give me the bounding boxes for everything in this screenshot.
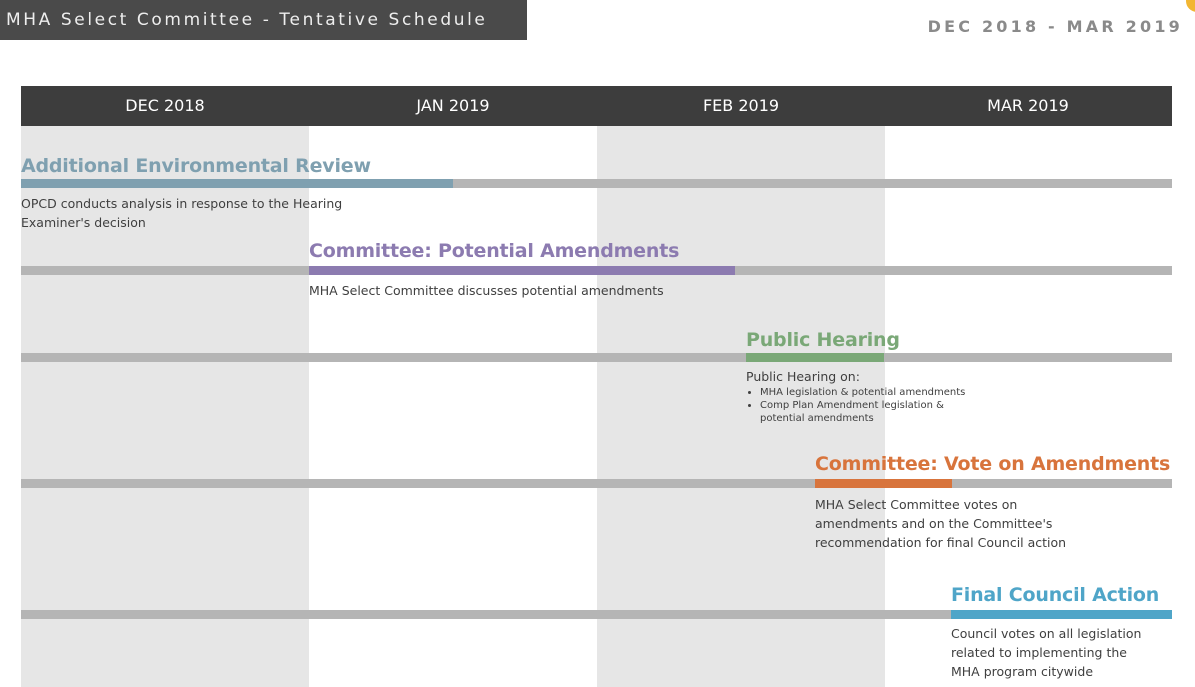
page-title: MHA Select Committee - Tentative Schedule <box>0 0 527 40</box>
month-header-bar <box>21 86 1172 126</box>
timeline-track-hearing <box>21 353 1172 362</box>
desc-line: OPCD conducts analysis in response to the Hearing <box>21 196 343 211</box>
timeline-segment-hearing <box>746 353 884 362</box>
timeline-segment-vote <box>815 479 952 488</box>
desc-line: amendments and on the Committee's <box>815 516 1053 531</box>
phase-desc-final-council-action <box>951 624 1171 681</box>
timeline-track-final <box>21 610 1172 619</box>
hearing-bullet-list <box>746 386 986 425</box>
phase-desc-environmental-review <box>21 194 351 232</box>
timeline-segment-environmental <box>21 179 453 188</box>
phase-desc-vote-amendments <box>815 495 1075 552</box>
phase-desc-potential-amendments <box>309 281 709 300</box>
desc-line: MHA program citywide <box>951 664 1094 679</box>
desc-line: Examiner's decision <box>21 215 146 230</box>
month-label-mar: MAR 2019 <box>987 96 1069 115</box>
list-item: • MHA legislation & potential amendments <box>760 386 986 399</box>
desc-line: Council votes on all legislation <box>951 626 1142 641</box>
desc-line: MHA Select Committee discusses potential amendments <box>309 283 664 298</box>
date-range-label: DEC 2018 - MAR 2019 <box>927 17 1183 36</box>
phase-desc-public-hearing <box>746 367 986 425</box>
timeline-segment-final <box>951 610 1172 619</box>
phase-title-final-council-action: Final Council Action <box>951 584 1160 606</box>
timeline-track-environmental <box>21 179 1172 188</box>
month-label-feb: FEB 2019 <box>702 96 780 115</box>
desc-line: related to implementing the <box>951 645 1127 660</box>
phase-title-public-hearing: Public Hearing <box>746 329 900 351</box>
phase-title-vote-amendments: Committee: Vote on Amendments <box>815 453 1171 475</box>
timeline-track-vote <box>21 479 1172 488</box>
timeline-segment-amendments <box>309 266 735 275</box>
phase-title-environmental-review: Additional Environmental Review <box>21 155 371 177</box>
month-label-jan: JAN 2019 <box>416 96 490 115</box>
list-item: • Comp Plan Amendment legislation & potential amendments <box>760 399 986 425</box>
phase-title-potential-amendments: Committee: Potential Amendments <box>309 240 680 262</box>
timeline-track-amendments <box>21 266 1172 275</box>
desc-line: MHA Select Committee votes on <box>815 497 1018 512</box>
month-label-dec: DEC 2018 <box>125 96 205 115</box>
desc-line: recommendation for final Council action <box>815 535 1067 550</box>
corner-accent-dot <box>1186 0 1195 12</box>
desc-line: Public Hearing on: <box>746 369 860 384</box>
